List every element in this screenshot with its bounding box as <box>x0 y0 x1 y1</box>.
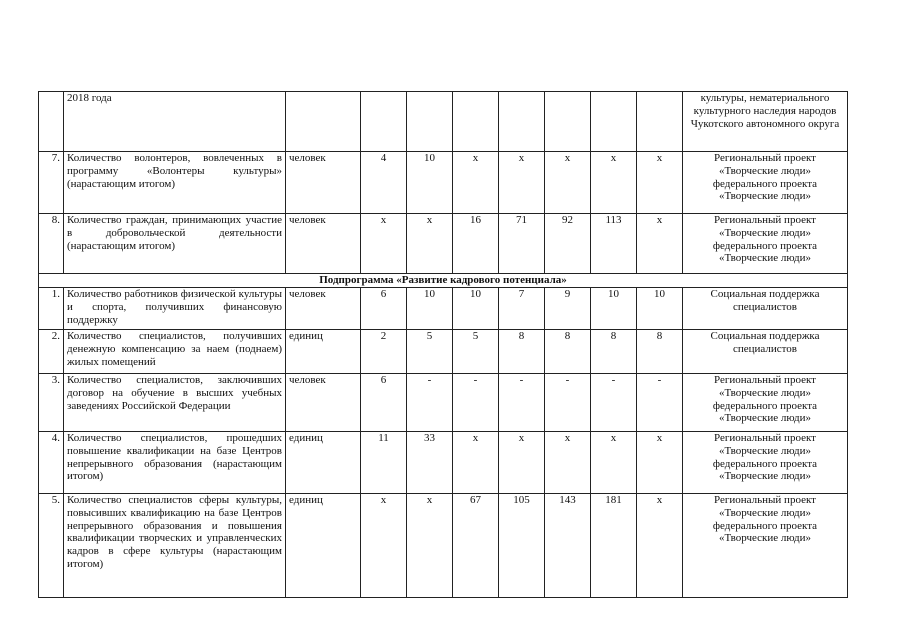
value-cell: 105 <box>499 494 545 598</box>
indicator-name: Количество граждан, принимающих участие в добровольческой деятельности (нарастающим итогом) <box>64 214 286 274</box>
indicator-name: Количество волонтеров, вовлеченных в программу «Волонтеры культуры» (нарастающим итогом) <box>64 152 286 214</box>
value-cell: 6 <box>361 288 407 330</box>
row-number: 7. <box>39 152 64 214</box>
indicator-unit: единиц <box>286 432 361 494</box>
value-cell: х <box>499 432 545 494</box>
indicator-source: Социальная поддержка специалистов <box>683 330 848 374</box>
row-number: 2. <box>39 330 64 374</box>
value-cell: х <box>591 432 637 494</box>
value-cell: х <box>637 152 683 214</box>
value-cell: - <box>591 374 637 432</box>
value-cell: х <box>637 494 683 598</box>
value-cell: 113 <box>591 214 637 274</box>
table-row <box>39 330 848 374</box>
indicator-unit: единиц <box>286 494 361 598</box>
value-cell: 8 <box>591 330 637 374</box>
value-cell: х <box>591 152 637 214</box>
value-cell: 92 <box>545 214 591 274</box>
value-cell: х <box>545 432 591 494</box>
table-body-top <box>39 92 848 274</box>
value-cell: х <box>499 152 545 214</box>
value-cell: 10 <box>407 152 453 214</box>
value-cell: 8 <box>545 330 591 374</box>
value-cell: 5 <box>453 330 499 374</box>
indicator-source: Региональный проект «Творческие люди» федерального проекта «Творческие люди» <box>683 152 848 214</box>
value-cell: 10 <box>637 288 683 330</box>
value-cell: 67 <box>453 494 499 598</box>
table-row <box>39 214 848 274</box>
indicator-source: Региональный проект «Творческие люди» федерального проекта «Творческие люди» <box>683 374 848 432</box>
value-cell: 33 <box>407 432 453 494</box>
value-cell: - <box>453 374 499 432</box>
value-cell: 7 <box>499 288 545 330</box>
value-cell: 10 <box>407 288 453 330</box>
indicators-table <box>38 91 848 598</box>
value-cell: 71 <box>499 214 545 274</box>
indicator-unit: человек <box>286 152 361 214</box>
table-body-bottom <box>39 288 848 598</box>
value-cell: х <box>453 152 499 214</box>
indicator-unit: человек <box>286 288 361 330</box>
row-number: 8. <box>39 214 64 274</box>
value-cell: 4 <box>361 152 407 214</box>
value-cell: х <box>637 432 683 494</box>
section-title: Подпрограмма «Развитие кадрового потенциала» <box>39 274 848 288</box>
value-cell: х <box>545 152 591 214</box>
value-cell: х <box>407 214 453 274</box>
section-header <box>39 274 848 288</box>
indicator-unit: человек <box>286 214 361 274</box>
value-cell: 6 <box>361 374 407 432</box>
row-number: 3. <box>39 374 64 432</box>
row-number: 1. <box>39 288 64 330</box>
table-row <box>39 494 848 598</box>
indicator-unit: единиц <box>286 330 361 374</box>
value-cell: 181 <box>591 494 637 598</box>
value-cell: 143 <box>545 494 591 598</box>
value-cell: - <box>545 374 591 432</box>
table-row <box>39 374 848 432</box>
value-cell: - <box>499 374 545 432</box>
value-cell: 9 <box>545 288 591 330</box>
table-row <box>39 92 848 152</box>
indicator-source: Региональный проект «Творческие люди» федерального проекта «Творческие люди» <box>683 214 848 274</box>
table-row <box>39 152 848 214</box>
value-cell: 8 <box>499 330 545 374</box>
table-row <box>39 432 848 494</box>
value-cell: - <box>407 374 453 432</box>
value-cell: 8 <box>637 330 683 374</box>
value-cell: 10 <box>453 288 499 330</box>
value-cell: 11 <box>361 432 407 494</box>
value-cell: 10 <box>591 288 637 330</box>
value-cell: х <box>361 494 407 598</box>
value-cell: х <box>361 214 407 274</box>
indicator-source: Региональный проект «Творческие люди» федерального проекта «Творческие люди» <box>683 432 848 494</box>
value-cell: 2 <box>361 330 407 374</box>
table-row <box>39 288 848 330</box>
indicator-source: Социальная поддержка специалистов <box>683 288 848 330</box>
value-cell: х <box>407 494 453 598</box>
indicator-name: Количество специалистов сферы культуры, повысивших квалификацию на базе Центров непрерывного образования и повышения квалификации творческих и управленческих кадров в сфере культуры (нарастающим итогом) <box>64 494 286 598</box>
value-cell: - <box>637 374 683 432</box>
indicator-name: 2018 года <box>64 92 286 152</box>
indicator-name: Количество специалистов, получивших денежную компенсацию за наем (поднаем) жилых помещений <box>64 330 286 374</box>
indicator-source: Региональный проект «Творческие люди» федерального проекта «Творческие люди» <box>683 494 848 598</box>
value-cell: х <box>637 214 683 274</box>
indicator-name: Количество специалистов, заключивших договор на обучение в высших учебных заведениях Российской Федерации <box>64 374 286 432</box>
indicator-source: культуры, нематериального культурного наследия народов Чукотского автономного округа <box>683 92 848 152</box>
value-cell: 5 <box>407 330 453 374</box>
value-cell: 16 <box>453 214 499 274</box>
indicator-name: Количество специалистов, прошедших повышение квалификации на базе Центров непрерывного образования (нарастающим итогом) <box>64 432 286 494</box>
indicator-name: Количество работников физической культуры и спорта, получивших финансовую поддержку <box>64 288 286 330</box>
indicator-unit: человек <box>286 374 361 432</box>
row-number: 5. <box>39 494 64 598</box>
row-number: 4. <box>39 432 64 494</box>
value-cell: х <box>453 432 499 494</box>
row-number <box>39 92 64 152</box>
